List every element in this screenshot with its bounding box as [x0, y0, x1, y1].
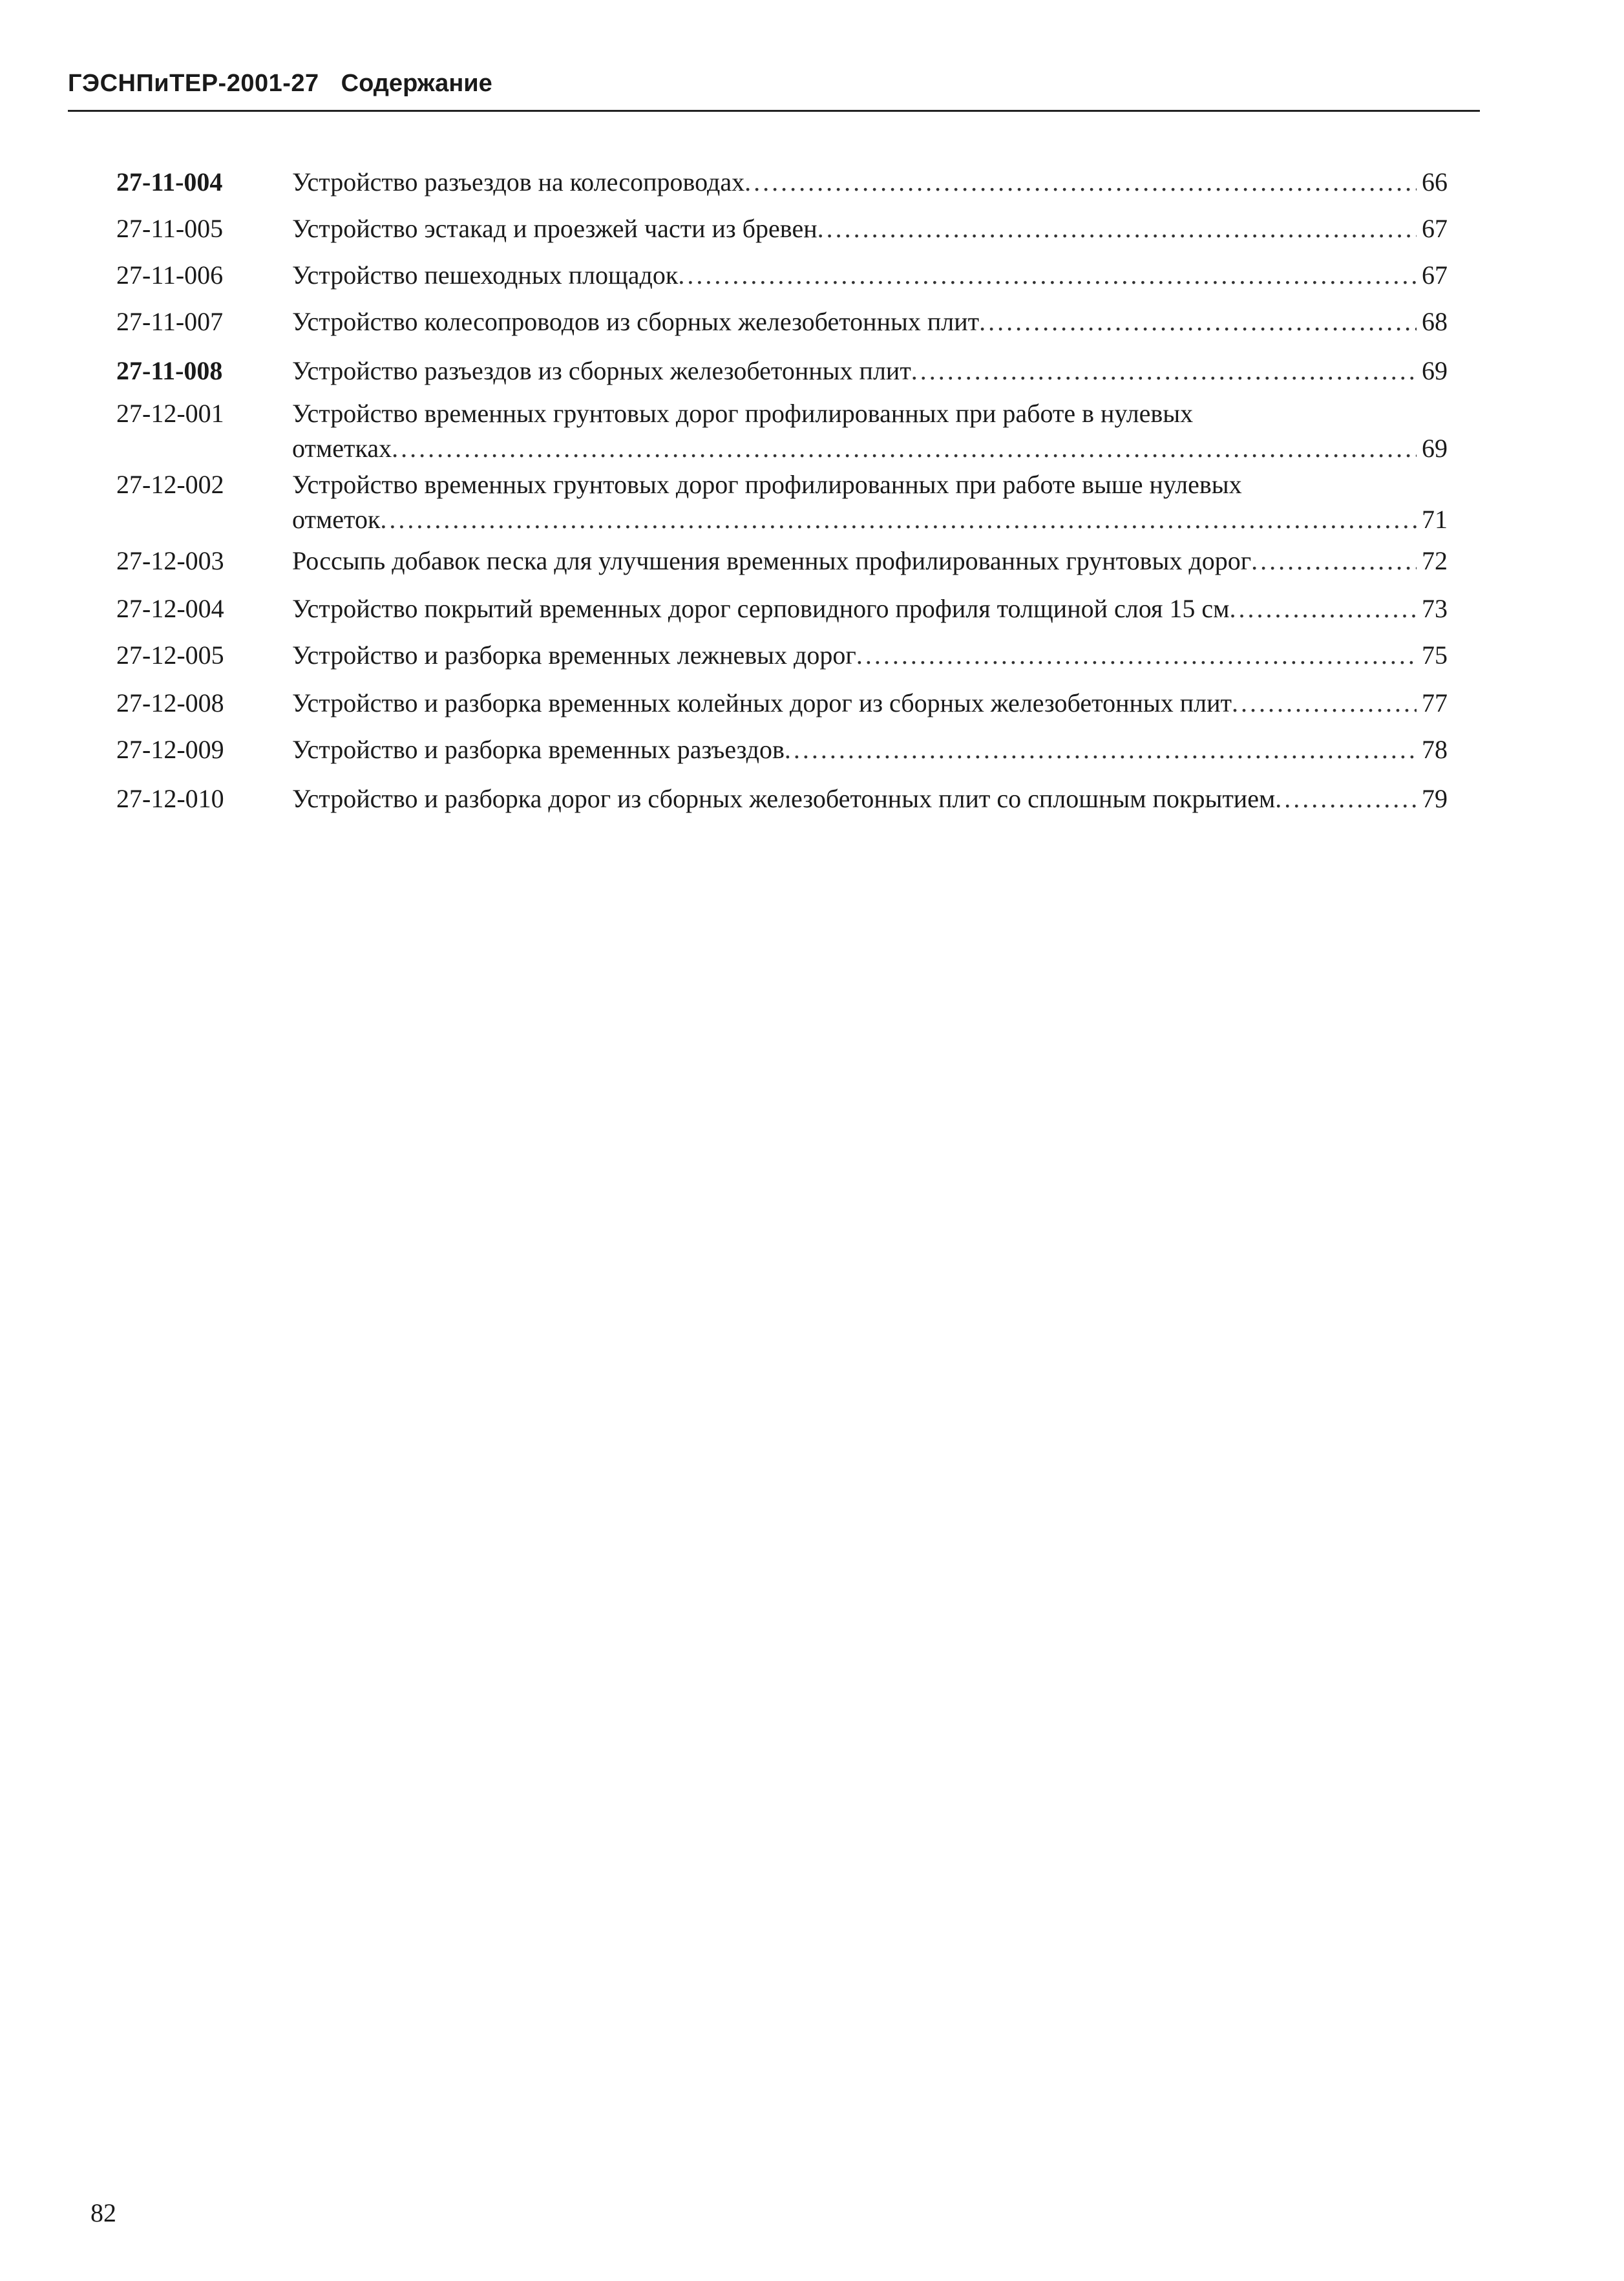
- entry-title: Устройство и разборка дорог из сборных железобетонных плит со сплошным покрытием: [292, 784, 1276, 813]
- entry-page-number: 68: [1422, 307, 1448, 336]
- dot-leader: [1275, 783, 1417, 814]
- entry-code: 27-12-001: [116, 399, 224, 428]
- entry-title-line1: Устройство временных грунтовых дорог профилированных при работе в нулевых: [292, 399, 1194, 428]
- entry-page-number: 67: [1422, 260, 1448, 290]
- entry-code: 27-12-008: [116, 688, 224, 717]
- entry-title: Устройство покрытий временных дорог серповидного профиля толщиной слоя 15 см: [292, 594, 1230, 623]
- entry-title: Устройство и разборка временных разъездов: [292, 735, 785, 764]
- entry-code: 27-12-002: [116, 470, 224, 499]
- entry-title: Устройство разъездов из сборных железобетонных плит: [292, 356, 911, 385]
- entry-title: Устройство и разборка временных колейных дорог из сборных железобетонных плит: [292, 688, 1232, 717]
- entry-page-number: 75: [1422, 641, 1448, 670]
- entry-page-number: 79: [1422, 784, 1448, 813]
- entry-title: Устройство разъездов на колесопроводах: [292, 167, 745, 196]
- entry-title-line1: Устройство временных грунтовых дорог профилированных при работе выше нулевых: [292, 470, 1242, 499]
- dot-leader: [979, 306, 1417, 337]
- dot-leader: [785, 734, 1417, 765]
- entry-page-number: 69: [1422, 434, 1448, 463]
- entry-title: Устройство эстакад и проезжей части из бревен: [292, 214, 817, 243]
- entry-code: 27-12-005: [116, 641, 224, 670]
- dot-leader: [380, 504, 1417, 535]
- entry-page-number: 72: [1422, 546, 1448, 575]
- entry-page-number: 73: [1422, 594, 1448, 623]
- dot-leader: [817, 213, 1417, 244]
- entry-page-number: 77: [1422, 688, 1448, 717]
- dot-leader: [911, 355, 1417, 387]
- entry-title-line2: отметок: [292, 505, 381, 534]
- entry-page-number: 78: [1422, 735, 1448, 764]
- page-number: 82: [90, 2198, 116, 2227]
- entry-code: 27-11-005: [116, 214, 224, 243]
- dot-leader: [856, 640, 1417, 671]
- entry-page-number: 66: [1422, 167, 1448, 196]
- entry-title: Россыпь добавок песка для улучшения временных профилированных грунтовых дорог: [292, 546, 1252, 575]
- section-title: Содержание: [341, 70, 492, 97]
- entry-code: 27-11-008: [116, 356, 223, 385]
- entry-code: 27-12-004: [116, 594, 224, 623]
- entry-page-number: 71: [1422, 505, 1448, 534]
- entry-title: Устройство колесопроводов из сборных железобетонных плит: [292, 307, 980, 336]
- entry-page-number: 67: [1422, 214, 1448, 243]
- running-header: [68, 70, 1480, 112]
- dot-leader: [1232, 688, 1417, 719]
- dot-leader: [744, 167, 1417, 198]
- entry-code: 27-12-009: [116, 735, 224, 764]
- entry-code: 27-11-006: [116, 260, 224, 290]
- entry-title-line2: отметках: [292, 434, 392, 463]
- entry-code: 27-12-010: [116, 784, 224, 813]
- entry-code: 27-11-004: [116, 167, 223, 196]
- dot-leader: [678, 260, 1417, 291]
- entry-title: Устройство пешеходных площадок: [292, 260, 679, 290]
- entry-title: Устройство и разборка временных лежневых дорог: [292, 641, 856, 670]
- entry-page-number: 69: [1422, 356, 1448, 385]
- entry-code: 27-11-007: [116, 307, 224, 336]
- dot-leader: [1251, 546, 1417, 577]
- document-code: ГЭСНПиТЕР-2001-27: [68, 70, 319, 97]
- dot-leader: [392, 433, 1417, 464]
- dot-leader: [1229, 593, 1417, 624]
- entry-code: 27-12-003: [116, 546, 224, 575]
